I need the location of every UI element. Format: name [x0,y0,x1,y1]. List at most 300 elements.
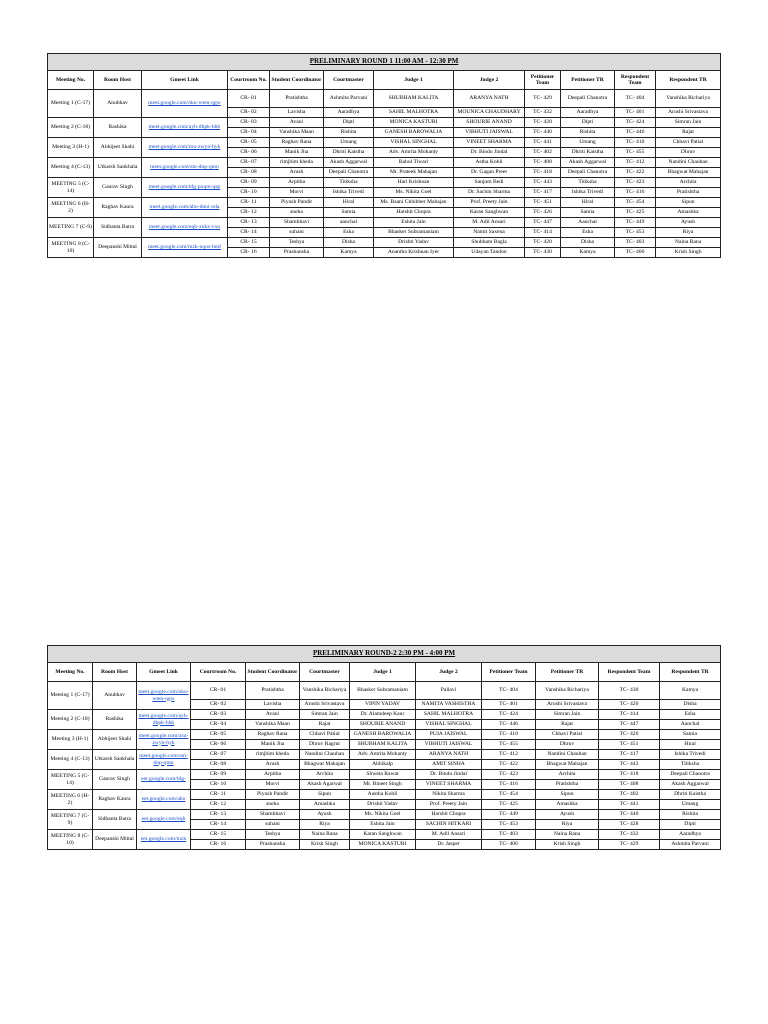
table-cell: CR- 05 [228,138,270,148]
table-cell: Pratishtha [270,90,324,108]
meeting-number: MEETING 7 (C-9) [48,810,93,830]
table-cell: Amashka [300,800,350,810]
table-cell: CR- 04 [191,720,246,730]
table-cell: Disha [561,238,615,248]
table-cell: Dr. Alamdeep Kaur [350,710,416,720]
table-cell: CR- 06 [228,148,270,158]
table-row [48,90,721,108]
table-cell: sneha [270,208,324,218]
table-cell: VISHAL SINGHAL [416,720,482,730]
column-header: Courtmaster [300,663,350,682]
table-cell: SAHIL MALHOTRA [416,710,482,720]
table-cell: Ishika Trivedi [324,188,374,198]
table-cell: Umang [561,138,615,148]
gmeet-link[interactable]: eet.google.com/tdg- [137,770,191,790]
table-cell: Simran Jain [300,710,350,720]
table-cell: Aanchal [660,720,721,730]
column-header: Courtroom No. [191,663,246,682]
table-cell: SHUBHAM KALITA [374,90,454,108]
table-cell: TC- 428 [525,118,561,128]
table-cell: Bhasker Subramaniam [350,682,416,700]
table-cell: Eshita Jain [374,218,454,228]
table-cell: Titiksha [660,760,721,770]
table-cell: CR- 12 [228,208,270,218]
gmeet-link[interactable]: meet.google.com/nku-wten-qgw [137,682,191,710]
table-cell: CR- 04 [228,128,270,138]
table-cell: Riya [536,820,599,830]
table-cell: TC- 429 [599,840,660,850]
table-cell: TC- 453 [482,820,536,830]
gmeet-link[interactable]: eet.google.com/mzk [137,830,191,850]
table-cell: Ishika Trivedi [561,188,615,198]
table-cell: Teshya [270,238,324,248]
table-cell: Esha [660,710,721,720]
table-cell: TC- 425 [482,800,536,810]
gmeet-link[interactable]: meet.google.com/eqh-xnkz-vxu [142,218,228,238]
table-cell: Prof. Preety Jain [454,198,525,208]
column-header: Gmeet Link [142,71,228,90]
round-title: PRELIMINARY ROUND 1 11:00 AM - 12:30 PM [48,54,721,71]
table-cell: Karan Sanghwan [350,830,416,840]
table-cell: Arushi Srivastava [656,108,721,118]
table-cell: suhani [270,228,324,238]
table-cell: Umang [324,138,374,148]
table-cell: TC- 406 [615,248,656,258]
table-cell: VISHAL SINGHAL [374,138,454,148]
room-host: Rashika [93,710,137,730]
table-cell: Avani [246,710,300,720]
table-cell: Dhriti Kaistha [660,790,721,800]
table-cell: Piyush Pandit [246,790,300,800]
meeting-number: MEETING 6 (H-2) [48,790,93,810]
round-1-schedule-table [47,53,721,258]
table-cell: Ayush [300,810,350,820]
table-cell: TC- 454 [615,198,656,208]
table-row [48,238,721,248]
table-cell: TC- 418 [525,168,561,178]
table-cell: TC- 410 [615,138,656,148]
table-cell: Adv. Amrita Mohanty [374,148,454,158]
meeting-number: Meeting 1 (C-17) [48,90,94,118]
column-header: Respondent Team [615,71,656,90]
meeting-number: Meeting 2 (C-18) [48,710,93,730]
table-cell: Manik Jha [270,148,324,158]
column-header: Room Host [93,663,137,682]
table-cell: Raghav Rana [246,730,300,740]
table-cell: Vanshika Richariya [656,90,721,108]
column-header: Courtmaster [324,71,374,90]
table-cell: TC- 440 [599,810,660,820]
table-cell: Titiksha [561,178,615,188]
table-cell: Harshit Chopra [416,810,482,820]
table-cell: CR- 09 [191,770,246,780]
table-cell: TC- 441 [599,800,660,810]
table-cell: TC- 430 [599,682,660,700]
gmeet-link[interactable]: meet.google.com/zsu-zwyn-hyk [142,138,228,158]
table-cell: CR- 01 [191,682,246,700]
table-cell: Chhavi Patial [300,730,350,740]
table-cell: SAHIL MALHOTRA [374,108,454,118]
gmeet-link[interactable]: meet.google.com/nku-wten-qgw [142,90,228,118]
table-cell: GANESH BAROWALIA [350,730,416,740]
table-cell: TC- 432 [599,830,660,840]
table-cell: TC- 418 [599,770,660,780]
table-cell: TC- 414 [599,710,660,720]
table-cell: TC- 422 [615,168,656,178]
table-cell: TC- 446 [615,128,656,138]
table-cell: Dipti [561,118,615,128]
column-header: Student Coordinator [270,71,324,90]
table-cell: NAMITA VASHISTHA [416,700,482,710]
table-cell: CR- 01 [228,90,270,108]
table-cell: Ms. Nikita Goel [350,810,416,820]
table-cell: TC- 414 [525,228,561,238]
table-row [48,790,721,800]
table-cell: VINEET SHARMA [416,780,482,790]
table-cell: Esha [324,228,374,238]
header-row [48,71,721,90]
table-cell: Drishti Yadav [350,800,416,810]
table-cell: CR- 14 [191,820,246,830]
table-cell: Avani [270,118,324,128]
table-cell: TC- 423 [482,770,536,780]
table-cell: TC- 455 [615,148,656,158]
table-cell: Arush [270,168,324,178]
table-cell: CR- 07 [191,750,246,760]
room-host: Sidhanta Batra [94,218,142,238]
table-cell: Eshita Jain [350,820,416,830]
table-cell: Mr. Bineet Singh [350,780,416,790]
table-cell: Nandini Chauhan [300,750,350,760]
table-cell: CR- 09 [228,178,270,188]
table-cell: Deepali Chanotra [561,168,615,178]
table-cell: Dhriti Kaistha [561,148,615,158]
table-cell: Disha [324,238,374,248]
table-cell: Udayan Tandon [454,248,525,258]
table-cell: Akash Agarwal [300,780,350,790]
table-row [48,138,721,148]
table-cell: Rajat [656,128,721,138]
table-row [48,158,721,168]
room-host: Anubhav [93,682,137,710]
table-cell: rimjhim kheda [246,750,300,760]
table-cell: TC- 430 [525,248,561,258]
room-host: Rashika [94,118,142,138]
table-cell: Nikita Sharma [416,790,482,800]
room-host: Deepanshi Mittal [93,830,137,850]
table-cell: TC- 406 [482,840,536,850]
column-header: Judge 2 [416,663,482,682]
table-cell: TC- 451 [599,740,660,750]
table-cell: Namit Saxena [454,228,525,238]
meeting-number: Meeting 3 (H-1) [48,138,94,158]
table-cell: Ashmita Parvani [660,840,721,850]
meeting-number: Meeting 4 (C-13) [48,158,94,178]
table-cell: Nandini Chauhan [656,158,721,168]
table-cell: Hiral [660,740,721,750]
table-cell: PUJA JAISWAL [416,730,482,740]
table-cell: CR- 12 [191,800,246,810]
table-cell: TC- 447 [525,218,561,228]
table-cell: Abhikalp [350,760,416,770]
table-cell: Samia [561,208,615,218]
table-cell: Sipun [536,790,599,800]
table-cell: CR- 08 [228,168,270,178]
table-cell: Karan Sanghwan [454,208,525,218]
table-cell: ARANYA NATH [454,90,525,108]
table-cell: Rishita [324,128,374,138]
table-cell: Arushi Srivastava [300,700,350,710]
gmeet-link[interactable]: eet.google.com/eqh [137,810,191,830]
column-header: Respondent TR [660,663,721,682]
table-cell: Shambhavi [270,218,324,228]
table-cell: Morvi [246,780,300,790]
table-cell: Lavisha [270,108,324,118]
meeting-number: MEETING 7 (C-9) [48,218,94,238]
table-cell: TC- 404 [482,682,536,700]
table-cell: Hiral [324,198,374,208]
meeting-number: MEETING 8 (C-10) [48,238,94,258]
room-host: Raghav Kaura [94,198,142,218]
round-2-schedule-table [47,645,721,850]
table-cell: TC- 420 [599,700,660,710]
table-cell: Ashmita Parvani [324,90,374,108]
table-cell: Drishti Yadav [374,238,454,248]
table-cell: Krish Singh [536,840,599,850]
room-host: Sidhanta Batra [93,810,137,830]
table-cell: Aaradhya [561,108,615,118]
header-row [48,663,721,682]
table-cell: TC- 447 [599,720,660,730]
table-cell: suhani [246,820,300,830]
table-cell: CR- 02 [228,108,270,118]
table-cell: Simran Jain [536,710,599,720]
table-cell: Shubham Bagla [454,238,525,248]
table-cell: Piyush Pandit [270,198,324,208]
table-cell: Chhavi Patial [536,730,599,740]
table-cell: Kamya [561,248,615,258]
table-cell: Nandini Chauhan [536,750,599,760]
table-cell: TC- 449 [482,810,536,820]
table-cell: Aastha Kohli [350,790,416,800]
table-cell: SHUBHAM KALITA [350,740,416,750]
gmeet-link[interactable]: meet.google.com/abo-dnni-oda [142,198,228,218]
table-cell: Akash Aggarwal [561,158,615,168]
table-cell: Arpitha [270,178,324,188]
column-header: Courtroom No. [228,71,270,90]
table-cell: Vanshika Maan [246,720,300,730]
table-cell: VIBHUTI JAISWAL [416,740,482,750]
meeting-number: MEETING 5 (C-14) [48,178,94,198]
table-cell: TC- 416 [482,780,536,790]
table-cell: Hiral [561,198,615,208]
table-cell: CR- 11 [191,790,246,800]
column-header: Petitioner TR [561,71,615,90]
table-cell: CR- 15 [191,830,246,840]
table-cell: Samia [324,208,374,218]
table-cell: Arpitha [246,770,300,780]
table-cell: TC- 432 [525,108,561,118]
table-cell: Pratishtha [246,682,300,700]
table-cell: Pratishtha [536,780,599,790]
table-cell: TC- 426 [525,208,561,218]
gmeet-link[interactable]: meet.google.com/sm-dnp-qmu [137,750,191,770]
table-row [48,770,721,780]
title-row [48,54,721,71]
table-cell: M. Adil Ansari [454,218,525,228]
table-cell: TC- 423 [615,178,656,188]
column-header: Gmeet Link [137,663,191,682]
table-cell: TC- 412 [482,750,536,760]
table-cell: Shambhavi [246,810,300,820]
column-header: Meeting No. [48,663,93,682]
table-cell: Rishita [561,128,615,138]
table-cell: TC- 453 [615,228,656,238]
table-cell: Krish Singh [300,840,350,850]
table-cell: SACHIN HITKARI [416,820,482,830]
table-cell: Dr. Bindu Jindal [454,148,525,158]
gmeet-link[interactable]: meet.google.com/sm-dnp-qmu [142,158,228,178]
room-host: Abhijeet Shahi [93,730,137,750]
meeting-number: MEETING 8 (C-10) [48,830,93,850]
table-cell: CR- 15 [228,238,270,248]
table-cell: Prashansha [270,248,324,258]
table-cell: Rahul Tiwari [374,158,454,168]
table-cell: Aaradhya [660,830,721,840]
table-row [48,118,721,128]
table-cell: GANESH BAROWALIA [374,128,454,138]
table-cell: CR- 16 [228,248,270,258]
column-header: Judge 1 [350,663,416,682]
room-host: Abhijeet Shahi [94,138,142,158]
room-host: Utkarsh Sankhala [94,158,142,178]
room-host: Deepanshi Mittal [94,238,142,258]
table-cell: Dipti [660,820,721,830]
table-row [48,810,721,820]
table-cell: Samia [660,730,721,740]
table-cell: TC- 404 [615,90,656,108]
column-header: Respondent Team [599,663,660,682]
table-cell: Ishika Trivedi [660,750,721,760]
table-cell: Bhagwat Mahajan [656,168,721,178]
table-cell: Archita [536,770,599,780]
table-cell: Prof. Preety Jain [416,800,482,810]
table-cell: TC- 455 [482,740,536,750]
table-cell: Harshit Chopra [374,208,454,218]
table-cell: Dr. Jasper [416,840,482,850]
table-cell: SHOURIE ANAND [454,118,525,128]
table-cell: Mr. Prateek Mahajan [374,168,454,178]
table-cell: M. Adil Ansari [416,830,482,840]
table-cell: Ayush [536,810,599,820]
table-cell: Umang [660,800,721,810]
table-cell: TC- 408 [525,158,561,168]
table-row [48,682,721,700]
table-cell: CR- 13 [228,218,270,228]
gmeet-link[interactable]: eet.google.com/abo [137,790,191,810]
table-cell: Arush [246,760,300,770]
table-cell: rimjhim kheda [270,158,324,168]
table-cell: Prashansha [246,840,300,850]
room-host: Utkarsh Sankhala [93,750,137,770]
table-cell: TC- 417 [599,750,660,760]
table-cell: Riya [656,228,721,238]
table-cell: Kamya [660,682,721,700]
table-cell: Pratishtha [656,188,721,198]
table-cell: TC- 420 [525,238,561,248]
table-cell: VIPIN YADAV [350,700,416,710]
table-cell: TC- 443 [599,760,660,770]
table-row [48,710,721,720]
table-cell: Dhruv Ragrut [300,740,350,750]
table-cell: Riya [300,820,350,830]
round-title: PRELIMINARY ROUND-2 2:30 PM - 4:00 PM [48,646,721,663]
table-cell: Chhavi Patial [656,138,721,148]
table-cell: Anantha Krishnan Iyer [374,248,454,258]
gmeet-link[interactable]: meet.google.com/ayh-dbpk-hhb [142,118,228,138]
gmeet-link[interactable]: meet.google.com/ayh-dbpk-hhb [137,710,191,730]
table-row [48,198,721,208]
table-cell: Amashka [536,800,599,810]
table-cell: AMIT SINHA [416,760,482,770]
table-cell: Dhruv [536,740,599,750]
room-host: Gaurav Singh [94,178,142,198]
table-cell: Bhasker Subramaniam [374,228,454,238]
table-cell: CR- 10 [191,780,246,790]
gmeet-link[interactable]: meet.google.com/mzk-nqos-bmf [142,238,228,258]
gmeet-link[interactable]: meet.google.com/zsu-zwyn-hyk [137,730,191,750]
table-cell: Sanjum Bedi [454,178,525,188]
table-cell: Simran Jain [656,118,721,128]
table-cell: SHOURIE ANAND [350,720,416,730]
table-cell: CR- 13 [191,810,246,820]
meeting-number: MEETING 6 (H-2) [48,198,94,218]
column-header: Petitioner Team [525,71,561,90]
room-host: Raghav Kaura [93,790,137,810]
meeting-number: MEETING 5 (C-14) [48,770,93,790]
table-row [48,218,721,228]
table-cell: TC- 454 [482,790,536,800]
table-cell: Dipti [324,118,374,128]
table-cell: Astha Kohli [454,158,525,168]
table-cell: CR- 11 [228,198,270,208]
table-row [48,830,721,840]
table-cell: TC- 402 [599,790,660,800]
table-cell: Esha [561,228,615,238]
table-cell: Dr. Sachin Sharma [454,188,525,198]
table-cell: Bhagwat Mahajan [536,760,599,770]
table-cell: CR- 14 [228,228,270,238]
table-cell: TC- 451 [525,198,561,208]
meeting-number: Meeting 2 (C-18) [48,118,94,138]
table-cell: Morvi [270,188,324,198]
column-header: Petitioner TR [536,663,599,682]
table-cell: Sipun [300,790,350,800]
column-header: Respondent TR [656,71,721,90]
table-cell: Ms. Baani Chhibber Mahajan [374,198,454,208]
table-cell: CR- 05 [191,730,246,740]
column-header: Judge 1 [374,71,454,90]
table-cell: CR- 02 [191,700,246,710]
column-header: Meeting No. [48,71,94,90]
table-cell: VINEET SHARMA [454,138,525,148]
table-cell: TC- 446 [482,720,536,730]
table-cell: Deepali Chanotra [660,770,721,780]
table-cell: Dr. Bindu Jindal [416,770,482,780]
gmeet-link[interactable]: meet.google.com/tdg-pxqm-qsp [142,178,228,198]
table-cell: TC- 401 [615,108,656,118]
table-cell: Lavisha [246,700,300,710]
